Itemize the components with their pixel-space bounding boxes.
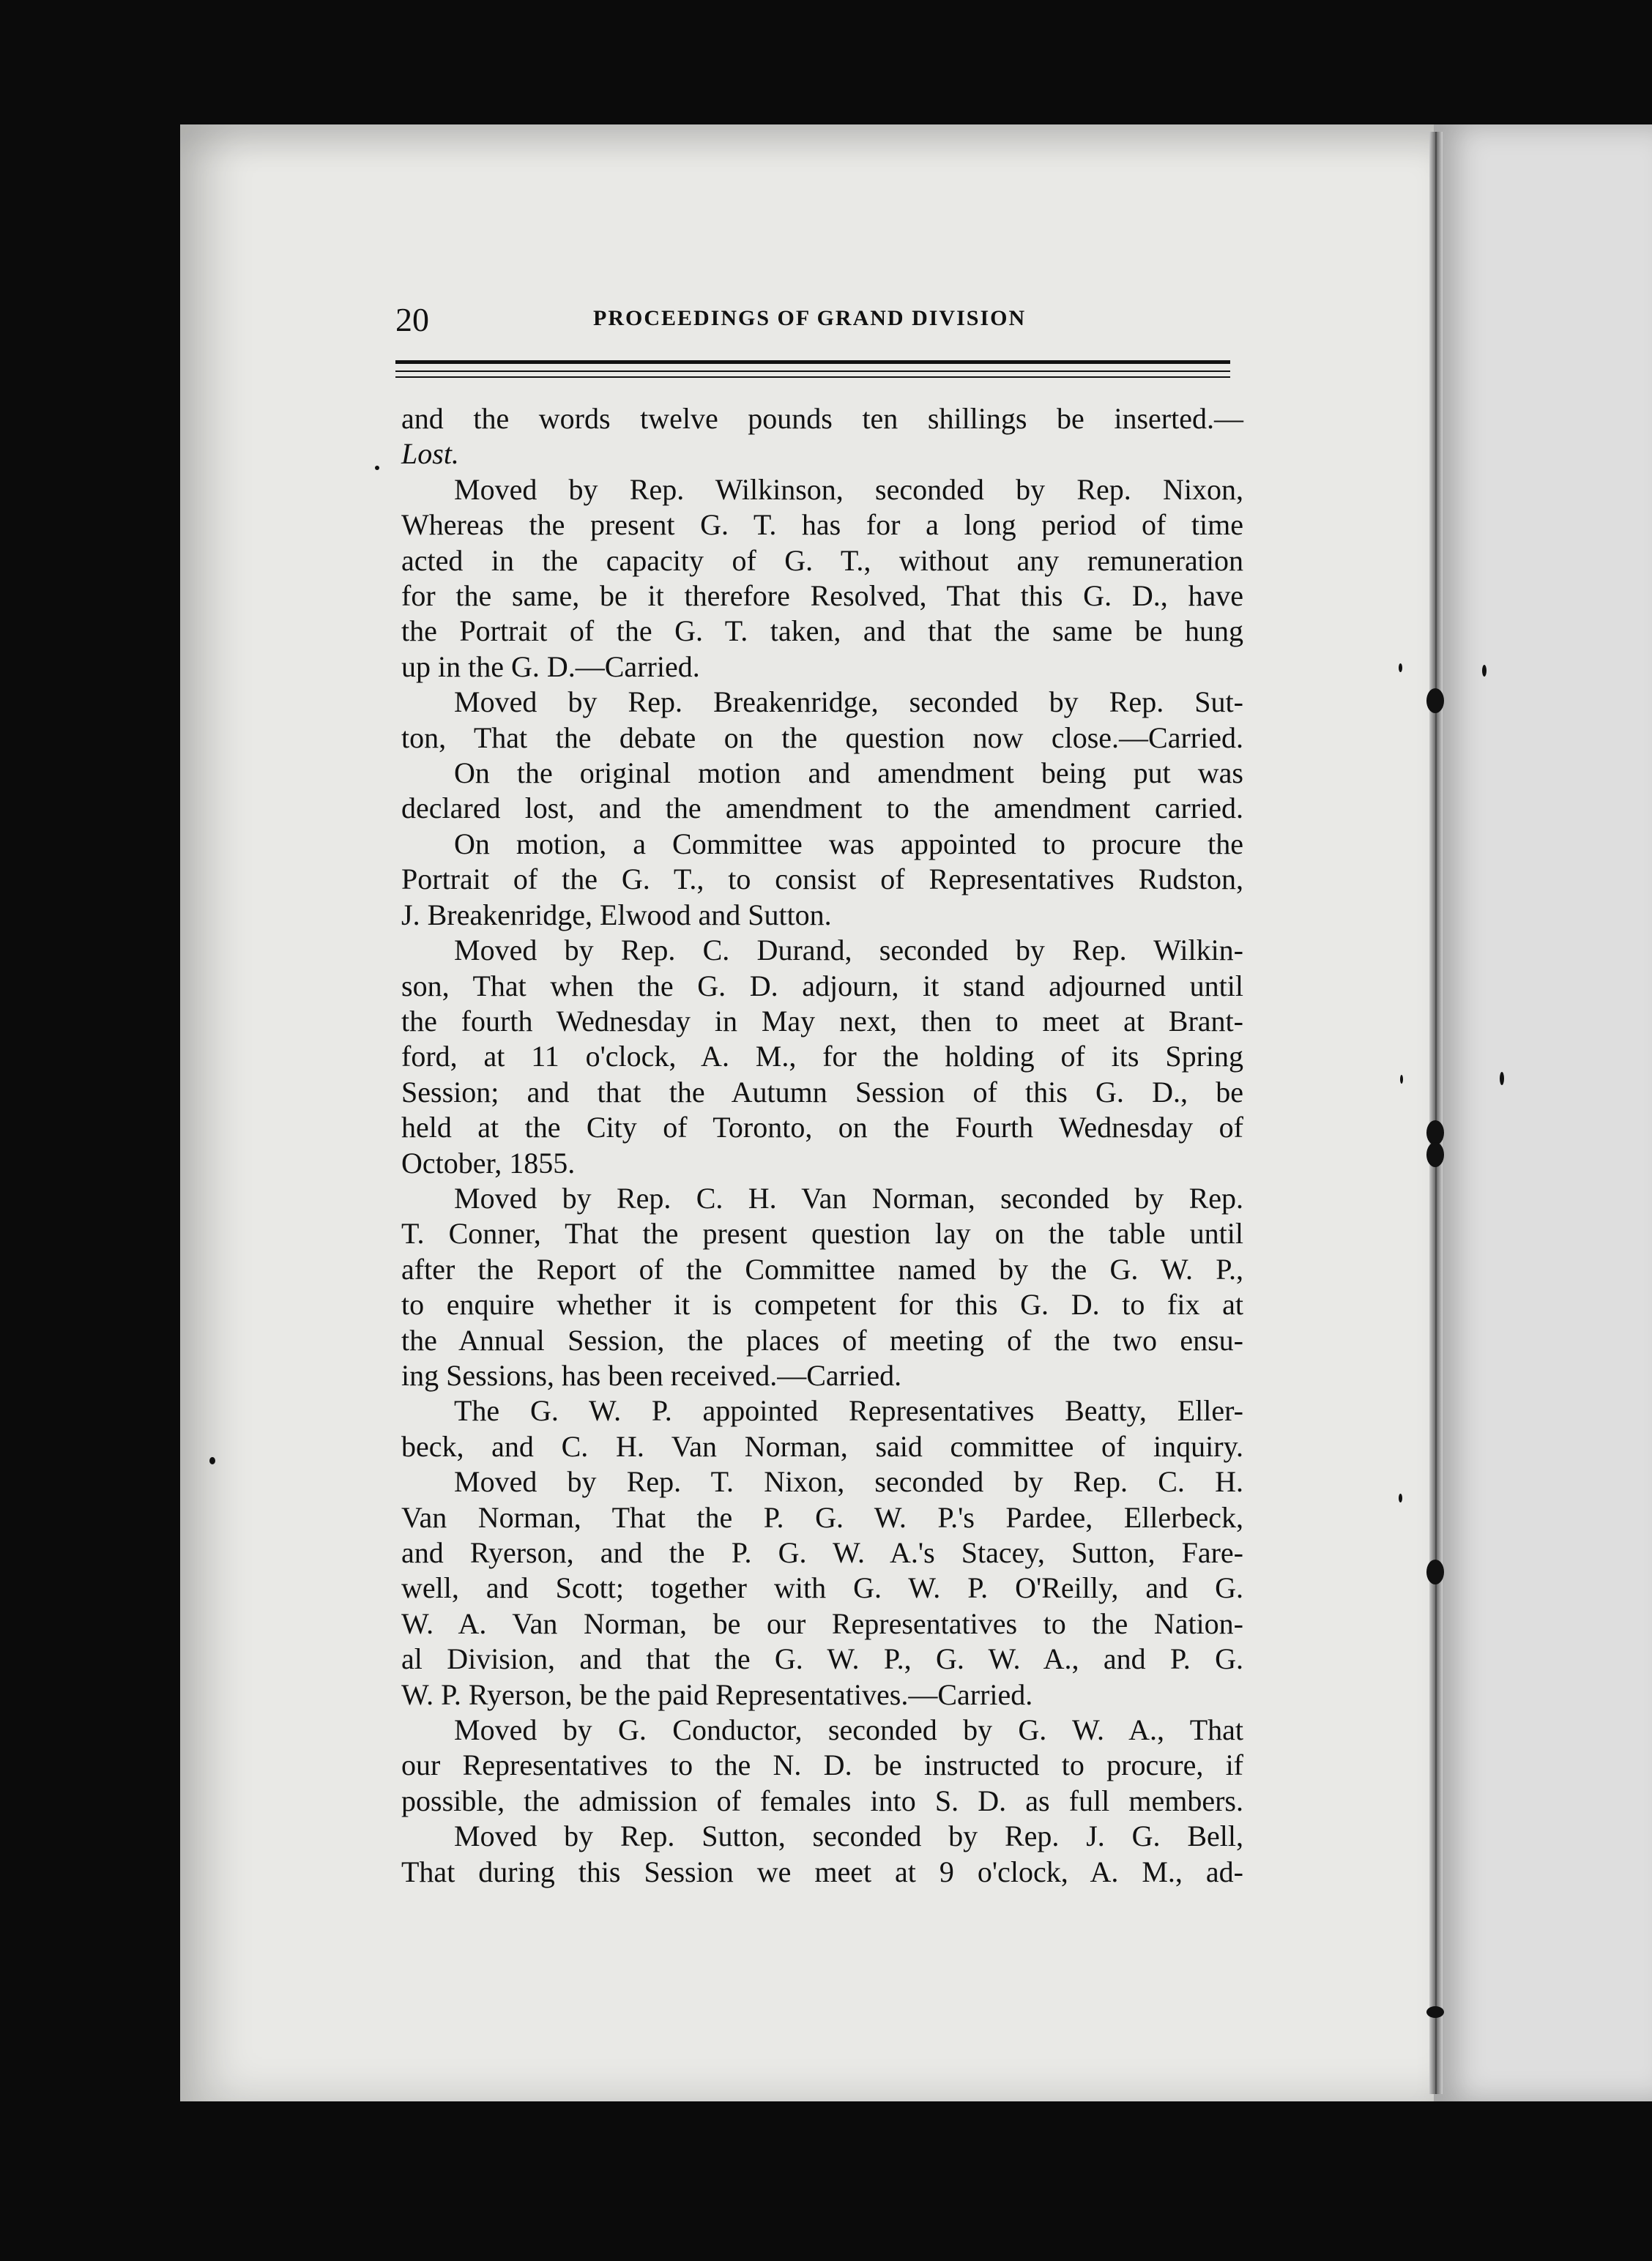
text-line: Moved by Rep. Breakenridge, seconded by Rep. Sut- <box>454 685 1243 719</box>
text-line: ing Sessions, has been received.—Carried. <box>401 1358 902 1392</box>
header-rule <box>395 376 1230 378</box>
text-line: held at the City of Toronto, on the Fourth Wednesday of <box>401 1111 1243 1144</box>
text-line: declared lost, and the amendment to the amendment carried. <box>401 791 1243 825</box>
text-line: the Annual Session, the places of meeting of the two ensu- <box>401 1323 1243 1357</box>
binding-thread-mark <box>1426 1560 1444 1584</box>
book-gutter <box>1429 132 1443 2094</box>
text-line: beck, and C. H. Van Norman, said committee of inquiry. <box>401 1429 1243 1463</box>
ink-speck <box>1399 663 1402 672</box>
text-line: and the words twelve pounds ten shillings be inserted.— <box>401 402 1243 435</box>
text-line: Moved by G. Conductor, seconded by G. W. A., That <box>454 1713 1243 1747</box>
text-line: Moved by Rep. C. Durand, seconded by Rep. Wilkin- <box>454 934 1243 967</box>
text-line: On the original motion and amendment being put was <box>454 756 1243 790</box>
page-number: 20 <box>395 301 429 338</box>
binding-thread-mark <box>1426 1120 1444 1145</box>
ink-speck <box>1500 1072 1504 1085</box>
text-line: up in the G. D.—Carried. <box>401 649 700 683</box>
text-line: for the same, be it therefore Resolved, That this G. D., have <box>401 579 1243 613</box>
page-header <box>395 293 1245 344</box>
text-line: T. Conner, That the present question lay on the table until <box>401 1217 1243 1251</box>
text-line: Moved by Rep. T. Nixon, seconded by Rep. C. H. <box>454 1465 1243 1499</box>
text-line: acted in the capacity of G. T., without any remuneration <box>401 543 1243 577</box>
text-line: That during this Session we meet at 9 o'clock, A. M., ad- <box>401 1855 1243 1888</box>
text-line: after the Report of the Committee named by the G. W. P., <box>401 1252 1243 1286</box>
ink-speck <box>1400 1075 1403 1084</box>
binding-thread-mark <box>1426 1142 1444 1167</box>
header-rule <box>395 370 1230 372</box>
text-line: Moved by Rep. Wilkinson, seconded by Rep. Nixon, <box>454 472 1243 506</box>
text-line: and Ryerson, and the P. G. W. A.'s Stacey, Sutton, Fare- <box>401 1536 1243 1569</box>
header-rule <box>395 360 1230 364</box>
text-line: Portrait of the G. T., to consist of Representatives Rudston, <box>401 863 1243 896</box>
text-line: The G. W. P. appointed Representatives Beatty, Eller- <box>454 1394 1243 1428</box>
text-line: On motion, a Committee was appointed to procure the <box>454 827 1243 860</box>
text-line: Van Norman, That the P. G. W. P.'s Pardee, Ellerbeck, <box>401 1500 1243 1534</box>
text-line: J. Breakenridge, Elwood and Sutton. <box>401 898 832 931</box>
text-line: ford, at 11 o'clock, A. M., for the holding of its Spring <box>401 1040 1243 1073</box>
text-line: our Representatives to the N. D. be instructed to procure, if <box>401 1748 1243 1782</box>
ink-speck <box>1482 665 1487 677</box>
binding-thread-mark <box>1426 2006 1444 2018</box>
text-line: to enquire whether it is competent for this G. D. to fix at <box>401 1288 1243 1322</box>
text-line: W. P. Ryerson, be the paid Representatives.—Carried. <box>401 1677 1033 1711</box>
ink-speck <box>209 1457 215 1464</box>
text-line: ton, That the debate on the question now close.—Carried. <box>401 720 1243 754</box>
text-line: Whereas the present G. T. has for a long period of time <box>401 508 1243 542</box>
text-line: the fourth Wednesday in May next, then to meet at Brant- <box>401 1004 1243 1038</box>
facing-page-edge <box>1434 124 1652 2101</box>
text-line: the Portrait of the G. T. taken, and that the same be hung <box>401 614 1243 648</box>
text-line: October, 1855. <box>401 1146 576 1180</box>
text-line: Moved by Rep. C. H. Van Norman, seconded by Rep. <box>454 1181 1243 1215</box>
text-line: Session; and that the Autumn Session of this G. D., be <box>401 1075 1243 1109</box>
running-title: PROCEEDINGS OF GRAND DIVISION <box>593 306 1027 330</box>
text-line: son, That when the G. D. adjourn, it stand adjourned until <box>401 969 1243 1002</box>
text-line: Lost. <box>401 437 459 471</box>
text-line: W. A. Van Norman, be our Representatives to the Nation- <box>401 1606 1243 1640</box>
binding-thread-mark <box>1426 688 1444 713</box>
text-line: Moved by Rep. Sutton, seconded by Rep. J. G. Bell, <box>454 1819 1243 1853</box>
proceedings-text <box>401 401 1243 1890</box>
ink-speck <box>375 466 379 470</box>
text-line: well, and Scott; together with G. W. P. O'Reilly, and G. <box>401 1571 1243 1605</box>
text-line: al Division, and that the G. W. P., G. W. A., and P. G. <box>401 1642 1243 1676</box>
text-line: possible, the admission of females into S. D. as full members. <box>401 1784 1243 1817</box>
ink-speck <box>1399 1494 1402 1502</box>
